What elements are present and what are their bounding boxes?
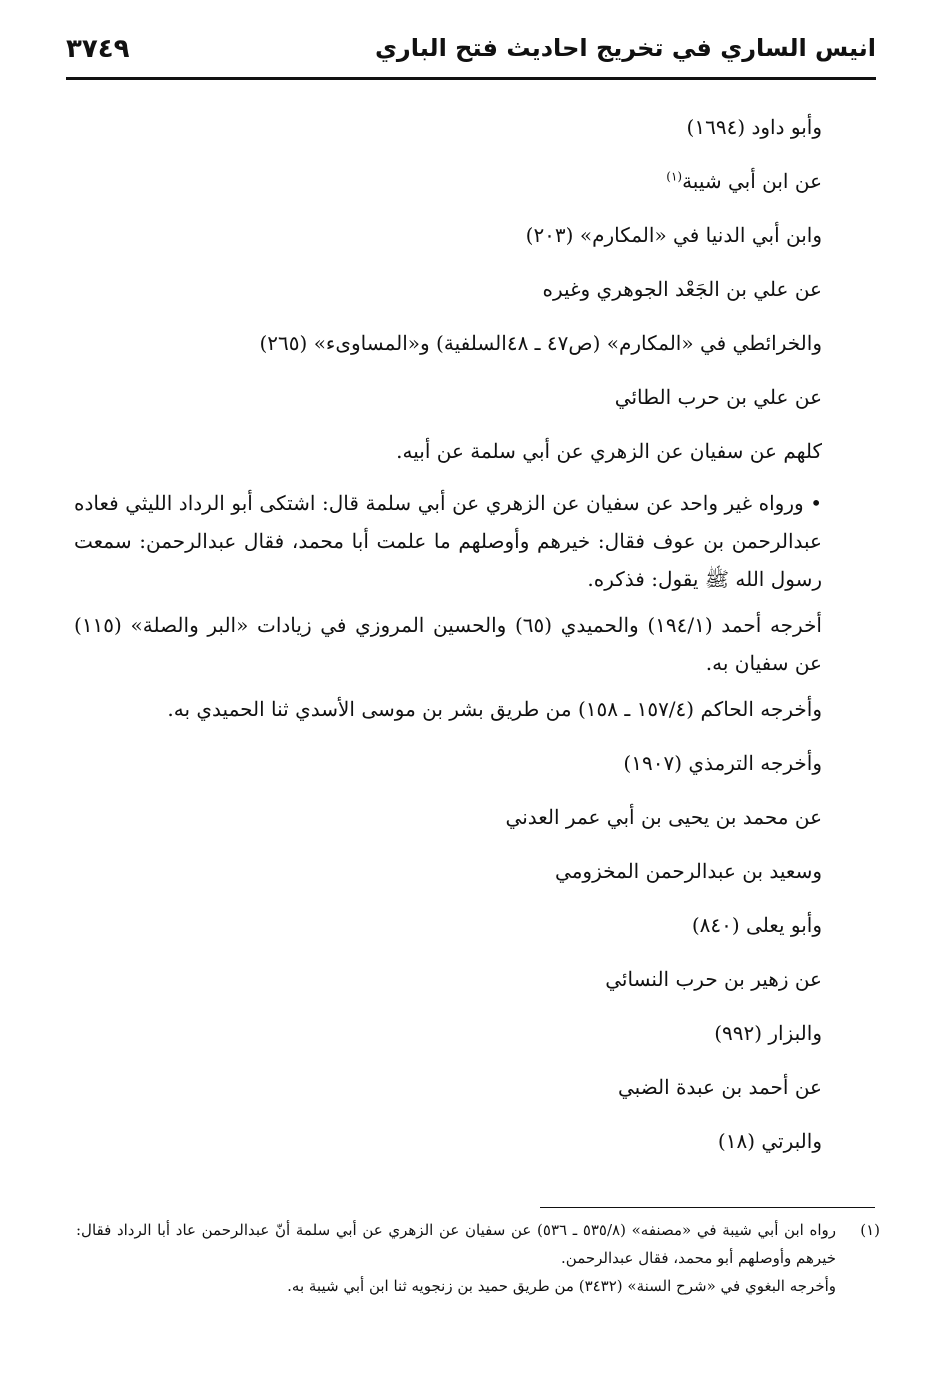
footnote-marker: (١) — [860, 1221, 880, 1239]
text-line: عن زهير بن حرب النسائي — [605, 967, 822, 991]
running-title: انيس الساري في تخريج احاديث فتح الباري — [374, 34, 876, 62]
text-line: والخرائطي في «المكارم» (ص٤٧ ـ ٤٨السلفية) و«المساوىء» (٢٦٥) — [259, 331, 822, 355]
footnote-line: رواه ابن أبي شيبة في «مصنفه» (٥٣٥/٨ ـ ٥٣٦) عن سفيان عن الزهري عن أبي سلمة أنّ عبدالرحمن عاد أبا الرداد فقال: خيرهم وأوصلهم أبو محمد، فقال عبدالرحمن. — [76, 1221, 837, 1267]
paragraph-hakim: وأخرجه الحاكم (١٥٧/٤ ـ ١٥٨) من طريق بشر بن موسى الأسدي ثنا الحميدي به. — [167, 697, 822, 721]
footnote-text — [76, 1216, 836, 1300]
text-line: والبرتي (١٨) — [717, 1129, 822, 1153]
header-rule — [66, 77, 876, 80]
footnotes — [76, 1216, 880, 1300]
footnote-line: وأخرجه البغوي في «شرح السنة» (٣٤٣٢) من طريق حميد بن زنجويه ثنا ابن أبي شيبة به. — [287, 1277, 836, 1295]
text-line: كلهم عن سفيان عن الزهري عن أبي سلمة عن أبيه. — [396, 439, 822, 463]
paragraph-bullet-narration: • ورواه غير واحد عن سفيان عن الزهري عن أبي سلمة قال: اشتكى أبو الرداد الليثي فعاده عبدالرحمن بن عوف فقال: خيرهم وأوصلهم ما علمت أبا محمد، فقال عبدالرحمن: سمعت رسول الله ﷺ يقول: فذكره. — [74, 491, 822, 591]
text-line: وأبو يعلى (٨٤٠) — [691, 913, 822, 937]
text-line: والبزار (٩٩٢) — [714, 1021, 822, 1045]
text-line: وسعيد بن عبدالرحمن المخزومي — [555, 859, 822, 883]
footnote-reference[interactable]: (١) — [666, 169, 683, 184]
text-line: عن أحمد بن عبدة الضبي — [617, 1075, 822, 1099]
text-line: عن علي بن الجَعْد الجوهري وغيره — [542, 277, 822, 301]
text-line: وأبو داود (١٦٩٤) — [686, 115, 822, 139]
text-line: عن علي بن حرب الطائي — [614, 385, 822, 409]
text-line: وابن أبي الدنيا في «المكارم» (٢٠٣) — [525, 223, 822, 247]
paragraph-ahmad: أخرجه أحمد (١٩٤/١) والحميدي (٦٥) والحسين المروزي في زيادات «البر والصلة» (١١٥) عن سفيان به. — [74, 613, 822, 675]
text-line: وأخرجه الترمذي (١٩٠٧) — [623, 751, 822, 775]
text-line: عن محمد بن يحيى بن أبي عمر العدني — [505, 805, 822, 829]
page-number: ٣٧٤٩ — [66, 34, 130, 64]
text-line-content: عن ابن أبي شيبة — [682, 169, 822, 193]
footnote-item — [76, 1216, 880, 1300]
text-line-with-footnote — [74, 154, 822, 208]
footnote-separator — [540, 1207, 875, 1208]
page-header — [66, 30, 876, 80]
main-text — [74, 100, 822, 1168]
